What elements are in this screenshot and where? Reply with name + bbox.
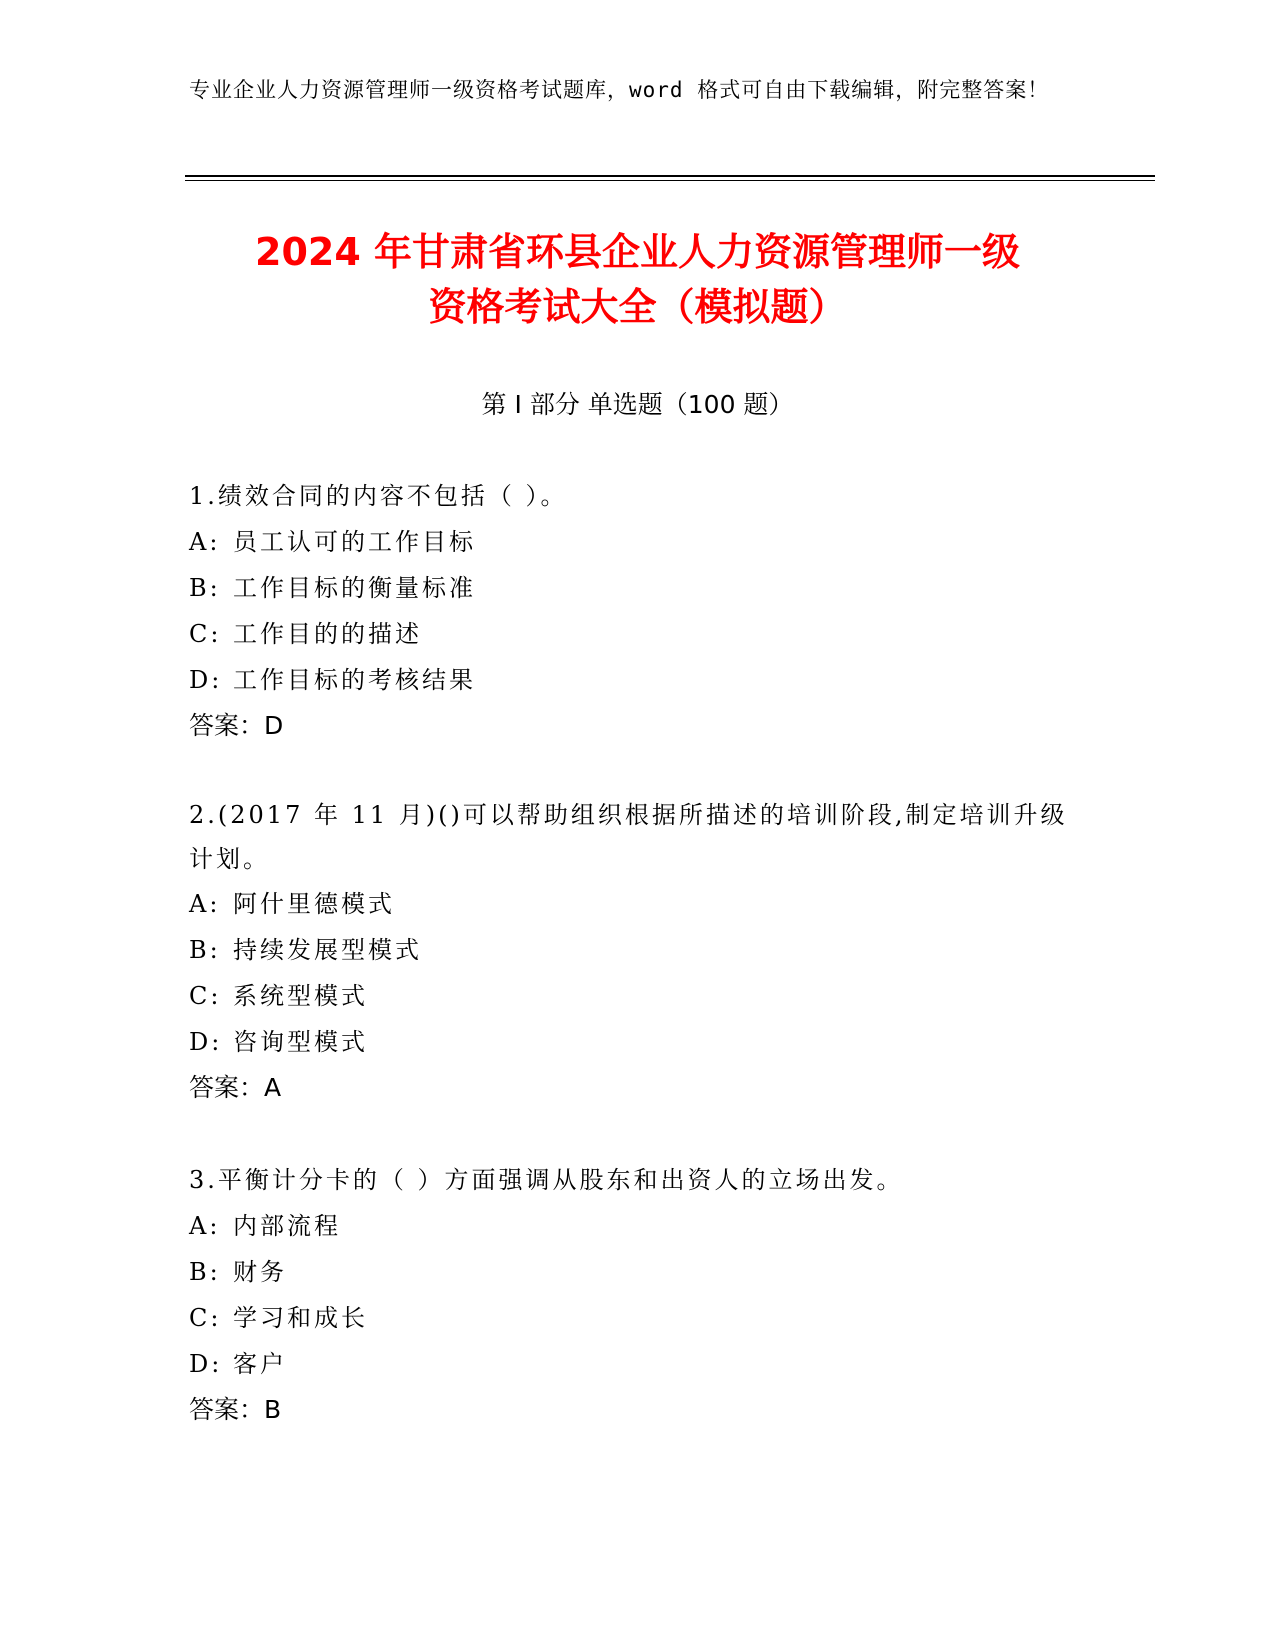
option-key: D: xyxy=(189,1350,223,1378)
option-text: 持续发展型模式 xyxy=(233,936,422,964)
option-a xyxy=(189,881,1089,927)
document-title xyxy=(150,225,1125,335)
option-c xyxy=(189,973,1089,1019)
option-text: 内部流程 xyxy=(233,1212,341,1240)
option-a xyxy=(189,519,1089,565)
option-b xyxy=(189,1249,1089,1295)
option-d xyxy=(189,657,1089,703)
option-a xyxy=(189,1203,1089,1249)
option-key: A: xyxy=(189,1212,221,1240)
answer: 答案：B xyxy=(189,1395,282,1424)
option-text: 工作目的的描述 xyxy=(233,620,422,648)
option-key: D: xyxy=(189,1028,223,1056)
option-text: 咨询型模式 xyxy=(233,1028,368,1056)
option-text: 工作目标的衡量标准 xyxy=(233,574,476,602)
question-stem: 2.(2017 年 11 月)()可以帮助组织根据所描述的培训阶段,制定培训升级计划。 xyxy=(189,801,1068,873)
option-d xyxy=(189,1341,1089,1387)
option-text: 学习和成长 xyxy=(233,1304,368,1332)
option-key: A: xyxy=(189,890,221,918)
title-line-1: 2024 年甘肃省环县企业人力资源管理师一级 xyxy=(255,230,1020,274)
section-title: 第 I 部分 单选题（100 题） xyxy=(481,390,794,419)
option-key: B: xyxy=(189,1258,221,1286)
option-key: C: xyxy=(189,620,222,648)
option-c xyxy=(189,1295,1089,1341)
option-text: 工作目标的考核结果 xyxy=(233,666,476,694)
option-text: 系统型模式 xyxy=(233,982,368,1010)
option-text: 客户 xyxy=(233,1350,287,1378)
question-2 xyxy=(189,793,1089,1111)
option-d xyxy=(189,1019,1089,1065)
question-stem: 1.绩效合同的内容不包括（ ）。 xyxy=(189,482,568,510)
question-3 xyxy=(189,1157,1089,1433)
option-b xyxy=(189,927,1089,973)
option-key: A: xyxy=(189,528,221,556)
option-text: 财务 xyxy=(233,1258,287,1286)
option-c xyxy=(189,611,1089,657)
option-key: C: xyxy=(189,982,222,1010)
answer: 答案：D xyxy=(189,711,284,740)
option-key: D: xyxy=(189,666,223,694)
header-note: 专业企业人力资源管理师一级资格考试题库，word 格式可自由下载编辑，附完整答案！ xyxy=(189,78,1050,102)
question-1 xyxy=(189,473,1089,749)
option-text: 阿什里德模式 xyxy=(233,890,395,918)
header-rule-thin xyxy=(185,180,1155,181)
option-text: 员工认可的工作目标 xyxy=(233,528,476,556)
answer: 答案：A xyxy=(189,1073,282,1102)
option-b xyxy=(189,565,1089,611)
question-stem: 3.平衡计分卡的（ ）方面强调从股东和出资人的立场出发。 xyxy=(189,1166,904,1194)
option-key: B: xyxy=(189,574,221,602)
title-line-2: 资格考试大全（模拟题） xyxy=(428,285,847,329)
option-key: B: xyxy=(189,936,221,964)
header-rule-thick xyxy=(185,175,1155,177)
option-key: C: xyxy=(189,1304,222,1332)
